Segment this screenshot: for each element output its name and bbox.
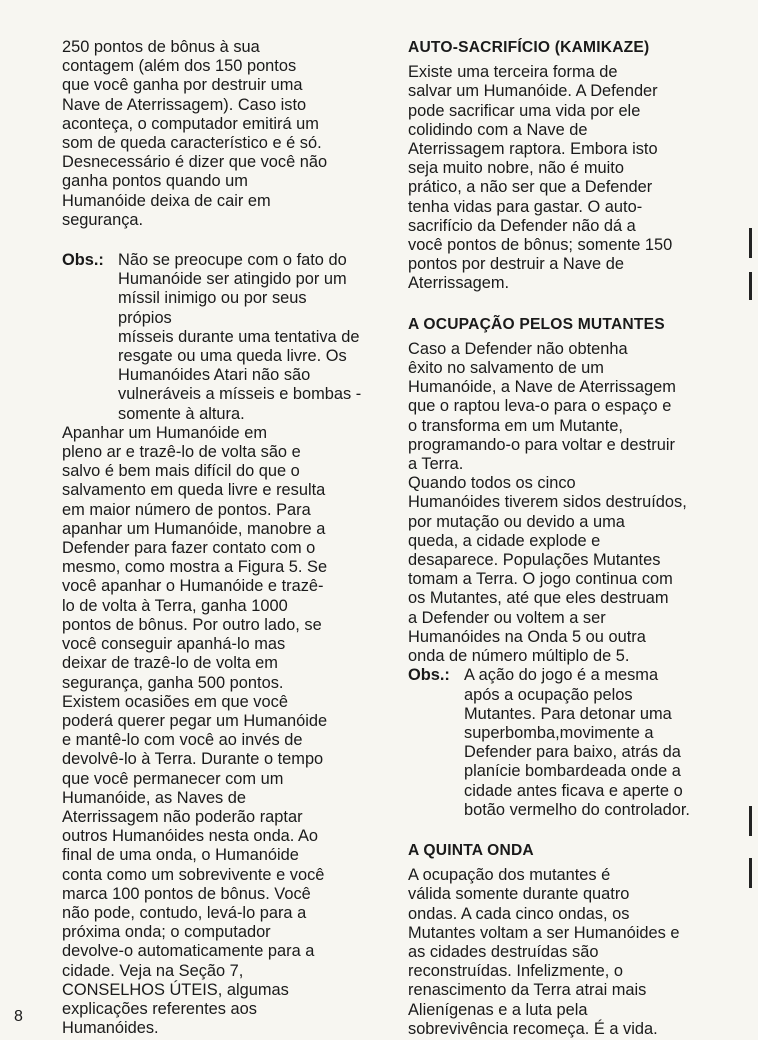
margin-mark — [749, 806, 752, 836]
right-paragraph-1: Existe uma terceira forma de salvar um Humanóide. A Defender pode sacrificar uma vida por ele colidindo com a Nave de Aterrissagem raptora. Embora isto seja muito nobre, não é muito prático, a não ser que a Defender tenha vidas para gastar. O auto- sacrifício da Defender não dá a você pontos de bônus; somente 150 pontos por destruir a Nave de Aterrissagem. — [408, 63, 673, 293]
obs-text: Não se preocupe com o fato do Humanóide ser atingido por um míssil inimigo ou por seus própios mísseis durante uma tentativa de resgate ou uma queda livre. Os Humanóides Atari não são vulneráveis a mísseis e bombas - somente à altura. — [118, 251, 362, 423]
obs-label: Obs.: — [408, 666, 450, 685]
left-paragraph-1: 250 pontos de bônus à sua contagem (além dos 150 pontos que você ganha por destruir uma Nave de Aterrissagem). Caso isto aconteça, o computador emitirá um som de queda característico e é só. Desnecessário é dizer que você não ganha pontos quando um Humanóide deixa de cair em segurança. — [62, 38, 328, 229]
heading-mutant-occupation: A OCUPAÇÃO PELOS MUTANTES — [408, 315, 665, 333]
margin-mark — [749, 858, 752, 888]
margin-mark — [749, 228, 752, 258]
left-paragraph-3: Existem ocasiões em que você poderá querer pegar um Humanóide e mantê-lo com você ao invés de devolvê-lo à Terra. Durante o tempo que você permanecer com um Humanóide, as Naves de Aterrissagem não poderão raptar outros Humanóides nesta onda. Ao final de uma onda, o Humanóide conta como um sobrevivente e você marca 100 pontos de bônus. Você não pode, contudo, levá-lo para a próxima onda; o computador devolve-o automaticamente para a cidade. Veja na Seção 7, CONSELHOS ÚTEIS, algumas explicações referentes aos Humanóides. — [62, 692, 328, 1038]
right-obs-note — [408, 666, 708, 820]
heading-fifth-wave: A QUINTA ONDA — [408, 841, 534, 859]
right-paragraph-2: Caso a Defender não obtenha êxito no salvamento de um Humanóide, a Nave de Aterrissagem que o raptou leva-o para o espaço e o transforma em um Mutante, programando-o para voltar e destruir a Terra. — [408, 339, 676, 474]
right-column — [408, 38, 708, 1039]
margin-mark — [749, 272, 752, 300]
page-number: 8 — [14, 1008, 23, 1025]
left-obs-note — [62, 251, 362, 424]
right-paragraph-3: Quando todos os cinco Humanóides tiverem sidos destruídos, por mutação ou devido a uma queda, a cidade explode e desaparece. Populações Mutantes tomam a Terra. O jogo continua com os Mutantes, até que eles destruam a Defender ou voltem a ser Humanóides na Onda 5 ou outra onda de número múltiplo de 5. — [408, 474, 687, 666]
obs-label: Obs.: — [62, 251, 104, 270]
left-paragraph-2: Apanhar um Humanóide em pleno ar e trazê-lo de volta são e salvo é bem mais difícil do que o salvamento em queda livre e resulta em maior número de pontos. Para apanhar um Humanóide, manobre a Defender para fazer contato com o mesmo, como mostra a Figura 5. Se você apanhar o Humanóide e trazê- lo de volta à Terra, ganha 1000 pontos de bônus. Por outro lado, se você conseguir apanhá-lo mas deixar de trazê-lo de volta em segurança, ganha 500 pontos. — [62, 423, 328, 692]
left-column — [62, 38, 362, 1038]
obs-text: A ação do jogo é a mesma após a ocupação pelos Mutantes. Para detonar uma superbomba,movimente a Defender para baixo, atrás da planície bombardeada onde a cidade antes ficava e aperte o botão vermelho do controlador. — [464, 666, 690, 819]
heading-kamikaze: AUTO-SACRIFÍCIO (KAMIKAZE) — [408, 39, 650, 56]
right-paragraph-4: A ocupação dos mutantes é válida somente durante quatro ondas. A cada cinco ondas, os Mutantes voltam a ser Humanóides e as cidades destruídas são reconstruídas. Infelizmente, o renascimento da Terra atrai mais Alienígenas e a luta pela sobrevivência recomeça. É a vida. — [408, 866, 680, 1038]
